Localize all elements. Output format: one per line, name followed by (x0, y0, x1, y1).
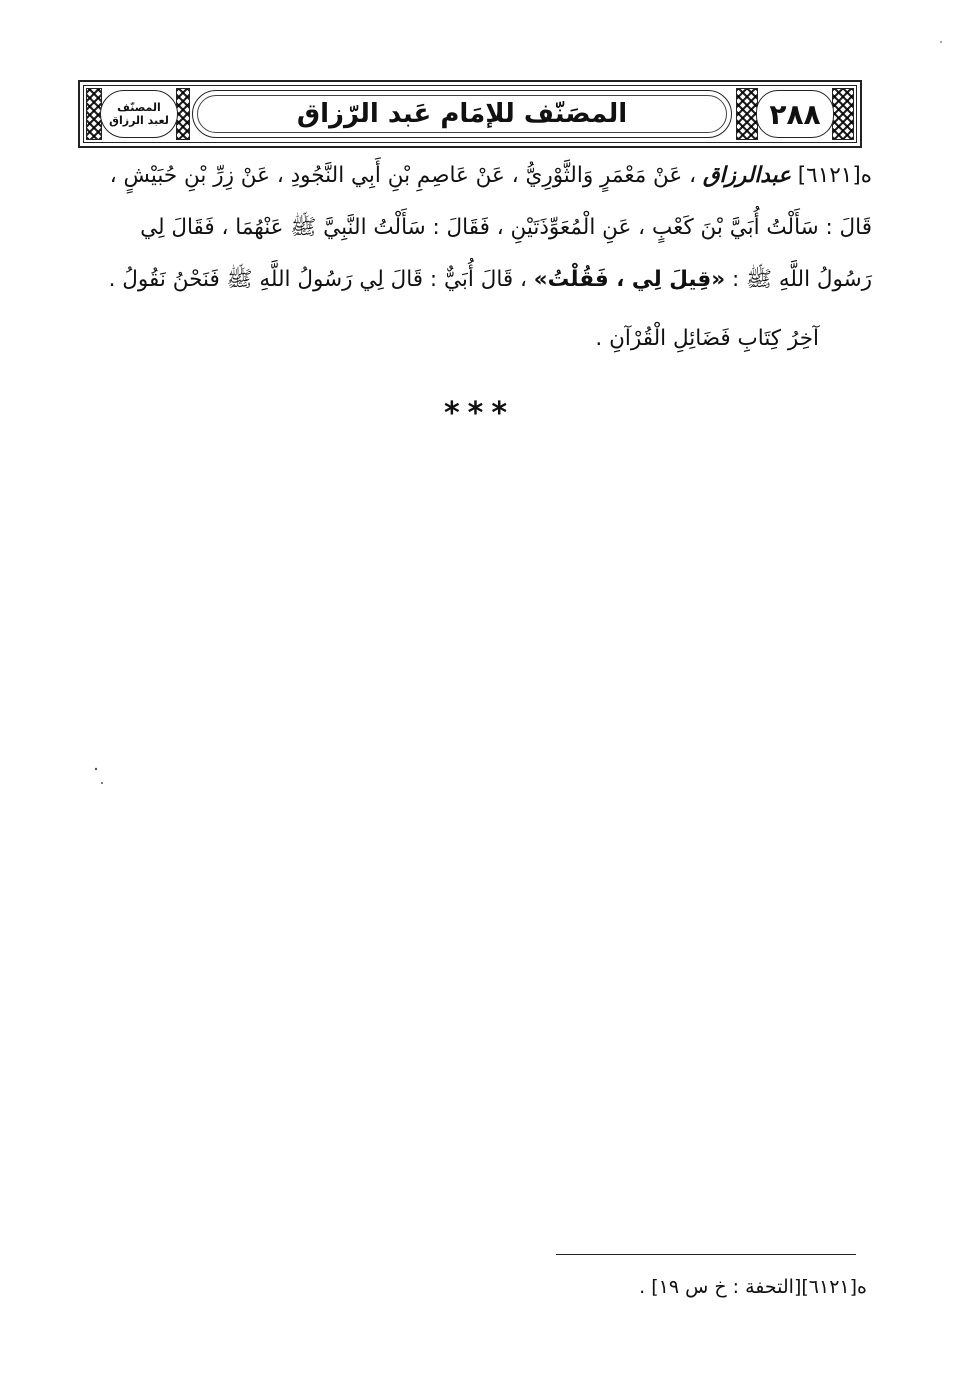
seal-line: لعبد الرزاق (109, 114, 169, 127)
seal-line: المصنّف (117, 101, 161, 114)
matn-start: رَسُولُ اللَّهِ ﷺ : (731, 267, 872, 292)
header-ornament (736, 88, 758, 140)
title-cartouche (192, 90, 732, 138)
header-ornament (176, 88, 190, 140)
matn-end: ، قَالَ أُبَيٌّ : قَالَ لِي رَسُولُ اللَّهِ ﷺ فَنَحْنُ نَقُولُ . (108, 267, 527, 292)
seal-text (109, 101, 169, 127)
page-header (78, 80, 862, 148)
hadith-line-3 (82, 266, 872, 297)
scan-speck (101, 782, 103, 784)
isnad-text: ، عَنْ مَعْمَرٍ وَالثَّوْرِيُّ ، عَنْ عَاصِمِ بْنِ أَبِي النَّجُودِ ، عَنْ زِرِّ بْنِ حُبَيْشٍ ، (109, 163, 697, 188)
hadith-number: ه[٦١٢١] (797, 163, 872, 188)
scan-speck (95, 768, 97, 770)
book-seal (100, 90, 178, 138)
hadith-line-2: قَالَ : سَأَلْتُ أُبَيَّ بْنَ كَعْبٍ ، عَنِ الْمُعَوِّذَتَيْنِ ، فَقَالَ : سَأَلْتُ النَّبِيَّ ﷺ عَنْهُمَا ، فَقَالَ لِي (140, 215, 872, 240)
page-number-cartouche (756, 90, 834, 138)
narrator-name: عبدالرزاق (702, 163, 791, 188)
chapter-end-note: آخِرُ كِتَابِ فَضَائِلِ الْقُرْآنِ . (595, 326, 819, 351)
prophetic-quote: «قِيلَ لِي ، فَقُلْتُ» (533, 267, 726, 292)
header-ornament (832, 88, 854, 140)
footnote-rule (556, 1254, 856, 1255)
book-title: المصَنّف للإمَام عَبد الرّزاق (296, 99, 628, 129)
footnote: ه[٦١٢١][التحفة : خ س ١٩] . (639, 1276, 867, 1298)
section-separator: *** (443, 396, 516, 431)
page-number: ٢٨٨ (769, 97, 821, 131)
scan-speck (940, 41, 942, 43)
hadith-line-1 (82, 163, 872, 188)
